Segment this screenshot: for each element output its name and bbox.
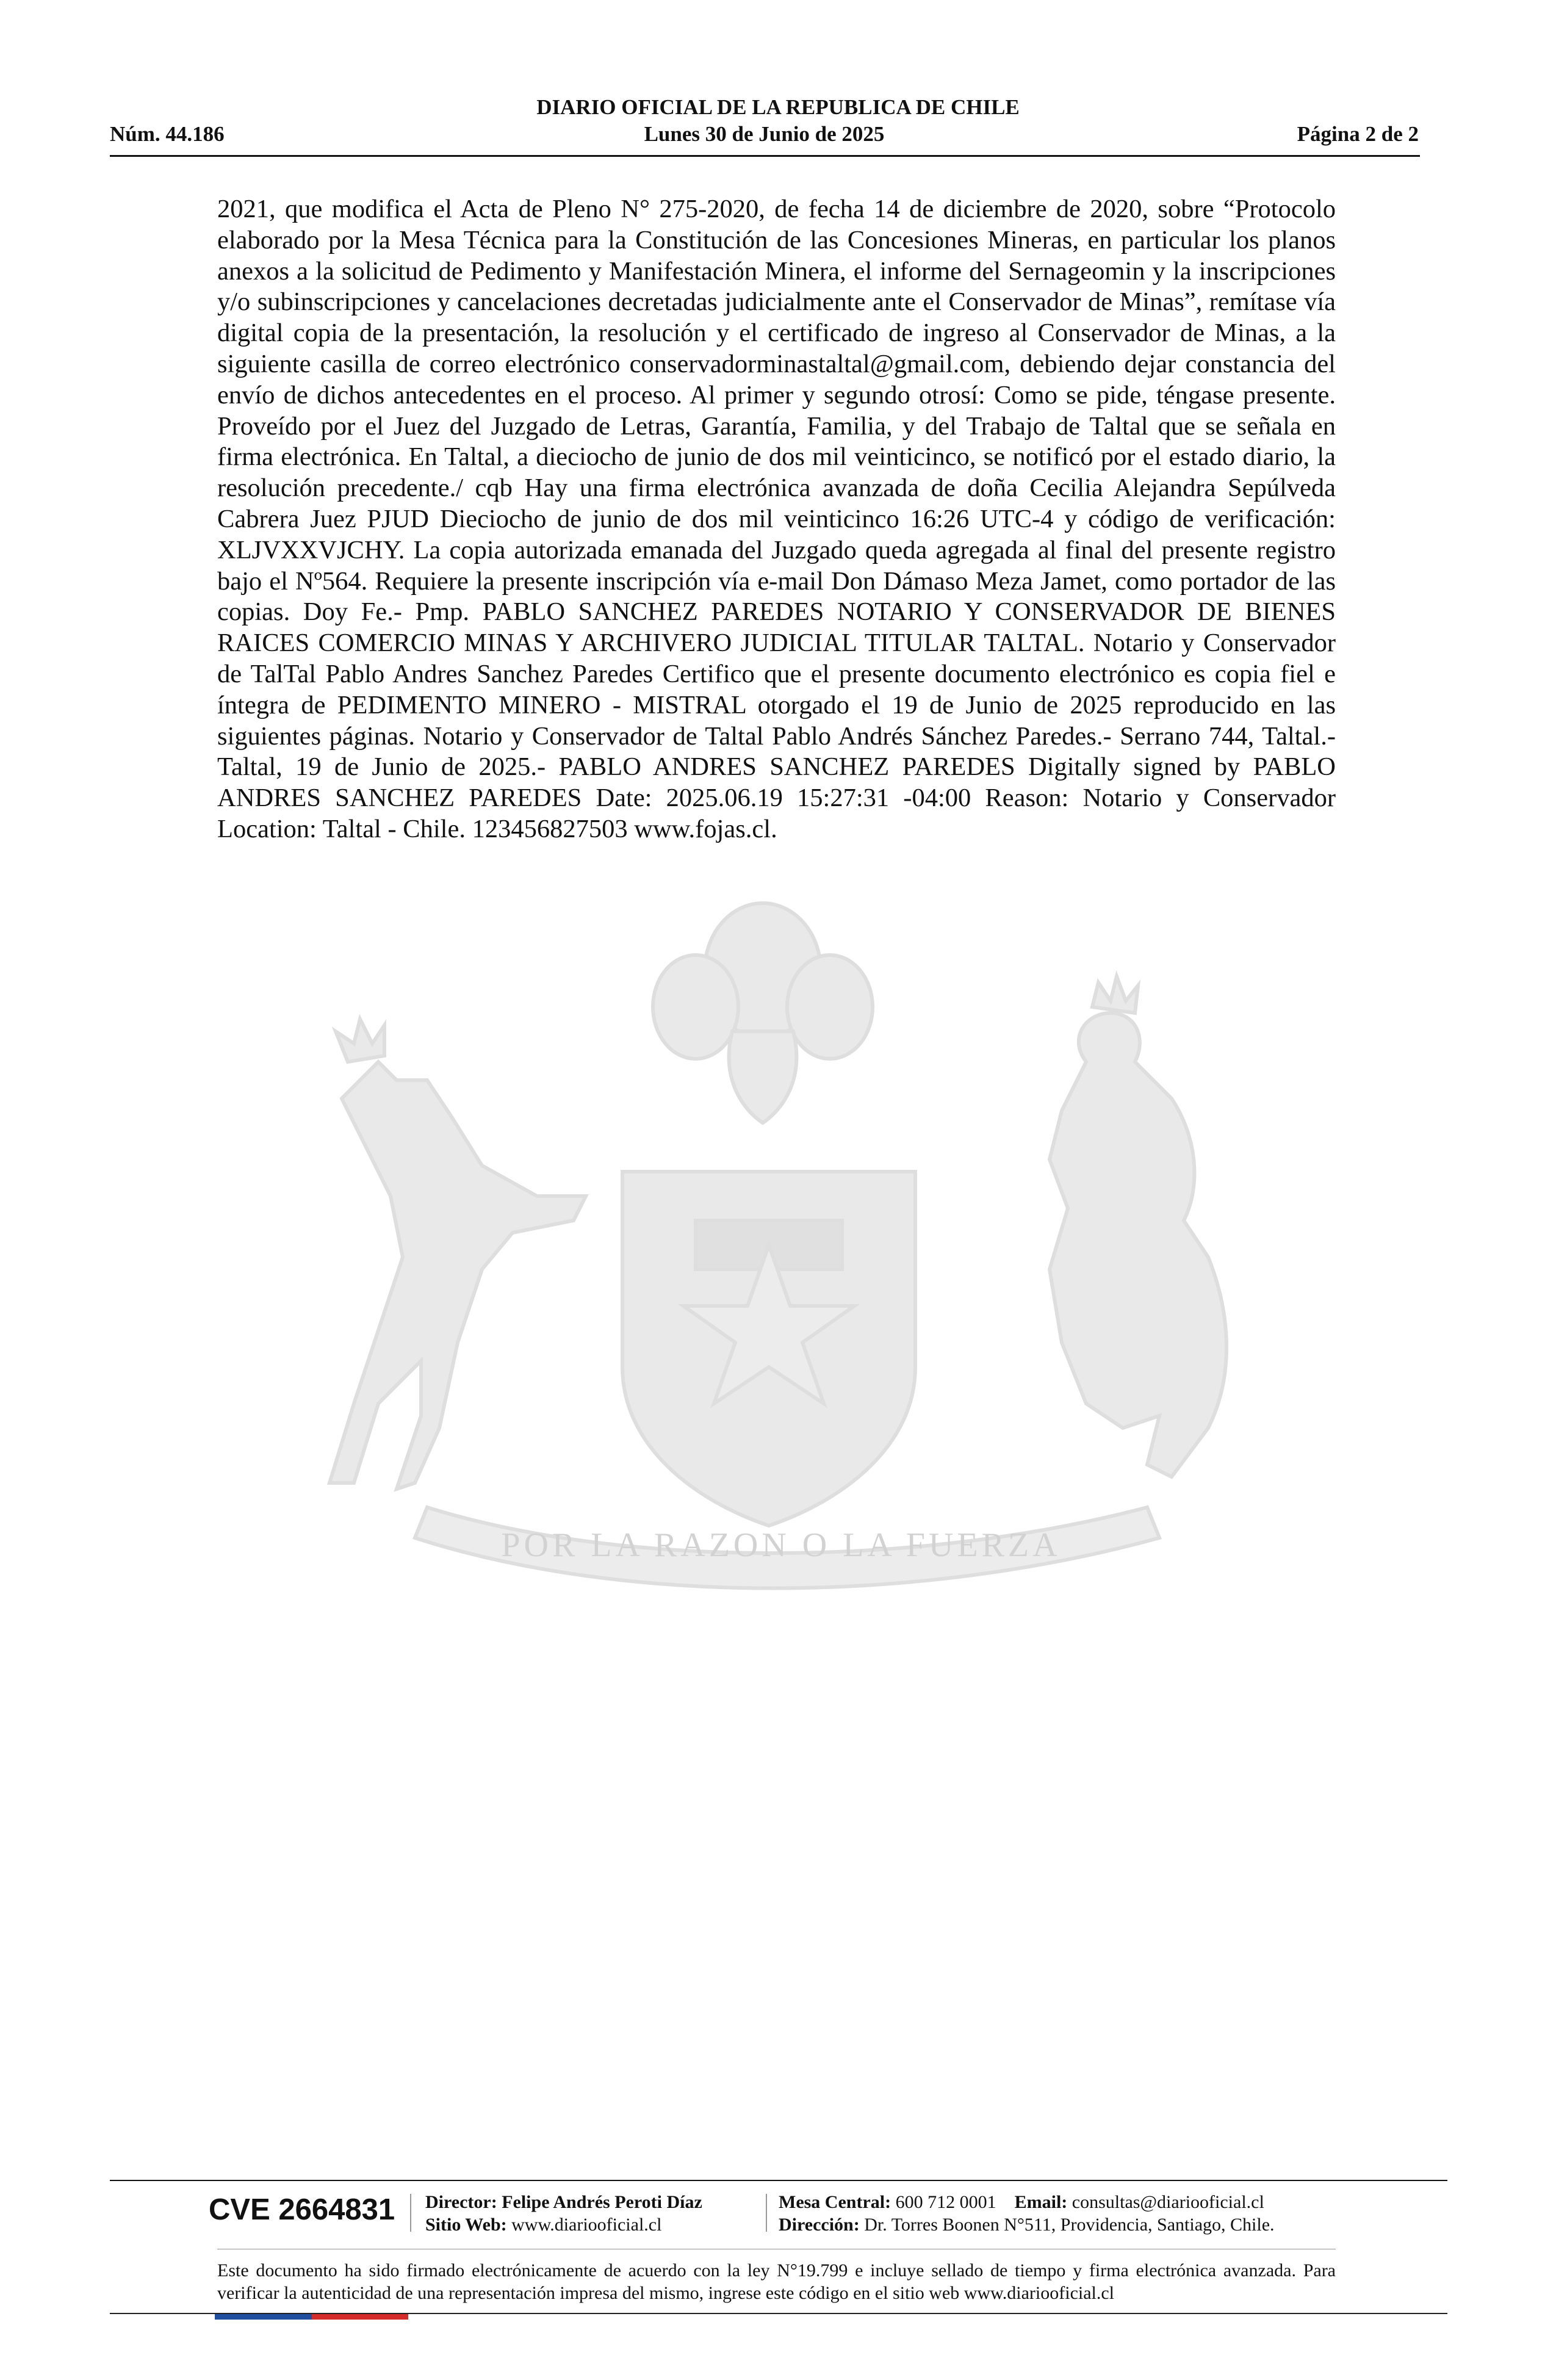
flag-stripe-red <box>312 2314 408 2320</box>
condor-icon <box>1050 976 1226 1477</box>
website-label: Sitio Web: <box>425 2215 507 2235</box>
issue-number: Núm. 44.186 <box>110 122 225 146</box>
newspaper-title: DIARIO OFICIAL DE LA REPUBLICA DE CHILE <box>536 95 1020 119</box>
footer-separator <box>766 2194 767 2232</box>
coat-of-arms-watermark <box>195 879 1342 1721</box>
email-label: Email: <box>1014 2192 1068 2212</box>
director-label: Director: <box>425 2192 497 2212</box>
issue-date: Lunes 30 de Junio de 2025 <box>644 122 885 146</box>
director-name: Felipe Andrés Peroti Díaz <box>502 2192 702 2212</box>
header-row <box>110 122 1419 149</box>
huemul-icon <box>330 1019 586 1489</box>
footer-divider-top <box>110 2180 1447 2181</box>
address-text: Dr. Torres Boonen N°511, Providencia, Santiago, Chile. <box>864 2215 1275 2235</box>
website-link[interactable]: www.diariooficial.cl <box>511 2215 662 2235</box>
footer-contact-block <box>779 2191 1275 2236</box>
cve-code: CVE 2664831 <box>209 2193 395 2226</box>
footer-legal-note: Este documento ha sido firmado electrónicamente de acuerdo con la ley N°19.799 e incluye sellado de tiempo y firma electrónica avanzada. Para verificar la autenticidad de una representación impresa del mismo, ingrese este código en el sitio web www.diariooficial.cl <box>217 2260 1336 2303</box>
shield-icon <box>622 1172 915 1526</box>
phone-label: Mesa Central: <box>779 2192 891 2212</box>
motto-text: POR LA RAZON O LA FUERZA <box>501 1526 1061 1564</box>
header-divider <box>110 155 1420 157</box>
footer-director-block <box>425 2191 702 2236</box>
footer-separator <box>410 2194 411 2232</box>
plumes-icon <box>653 903 873 1123</box>
flag-stripe-blue <box>215 2314 312 2320</box>
document-body: 2021, que modifica el Acta de Pleno N° 275-2020, de fecha 14 de diciembre de 2020, sobre “Protocolo elaborado por la Mesa Técnica para la Constitución de las Concesiones Mineras, en particular los planos anexos a la solicitud de Pedimento y Manifestación Minera, el informe del Sernageomin y la inscripciones y/o subinscripciones y cancelaciones decretadas judicialmente ante el Conservador de Minas”, remítase vía digital copia de la presentación, la resolución y el certificado de ingreso al Conservador de Minas, a la siguiente casilla de correo electrónico conservadorminastaltal@gmail.com, debiendo dejar constancia del envío de dichos antecedentes en el proceso. Al primer y segundo otrosí: Como se pide, téngase presente. Proveído por el Juez del Juzgado de Letras, Garantía, Familia, y del Trabajo de Taltal que se señala en firma electrónica. En Taltal, a dieciocho de junio de dos mil veinticinco, se notificó por el estado diario, la resolución precedente./ cqb Hay una firma electrónica avanzada de doña Cecilia Alejandra Sepúlveda Cabrera Juez PJUD Dieciocho de junio de dos mil veinticinco 16:26 UTC-4 y código de verificación: XLJVXXVJCHY. La copia autorizada emanada del Juzgado queda agregada al final del presente registro bajo el Nº564. Requiere la presente inscripción vía e-mail Don Dámaso Meza Jamet, como portador de las copias. Doy Fe.- Pmp. PABLO SANCHEZ PAREDES NOTARIO Y CONSERVADOR DE BIENES RAICES COMERCIO MINAS Y ARCHIVERO JUDICIAL TITULAR TALTAL. Notario y Conservador de TalTal Pablo Andres Sanchez Paredes Certifico que el presente documento electrónico es copia fiel e íntegra de PEDIMENTO MINERO - MISTRAL otorgado el 19 de Junio de 2025 reproducido en las siguientes páginas. Notario y Conservador de Taltal Pablo Andrés Sánchez Paredes.- Serrano 744, Taltal.- Taltal, 19 de Junio de 2025.- PABLO ANDRES SANCHEZ PAREDES Digitally signed by PABLO ANDRES SANCHEZ PAREDES Date: 2025.06.19 15:27:31 -04:00 Reason: Notario y Conservador Location: Taltal - Chile. 123456827503 www.fojas.cl. <box>217 195 1336 843</box>
address-label: Dirección: <box>779 2215 860 2235</box>
phone-number: 600 712 0001 <box>895 2192 996 2212</box>
email-link[interactable]: consultas@diariooficial.cl <box>1072 2192 1264 2212</box>
page-indicator: Página 2 de 2 <box>1297 122 1419 146</box>
